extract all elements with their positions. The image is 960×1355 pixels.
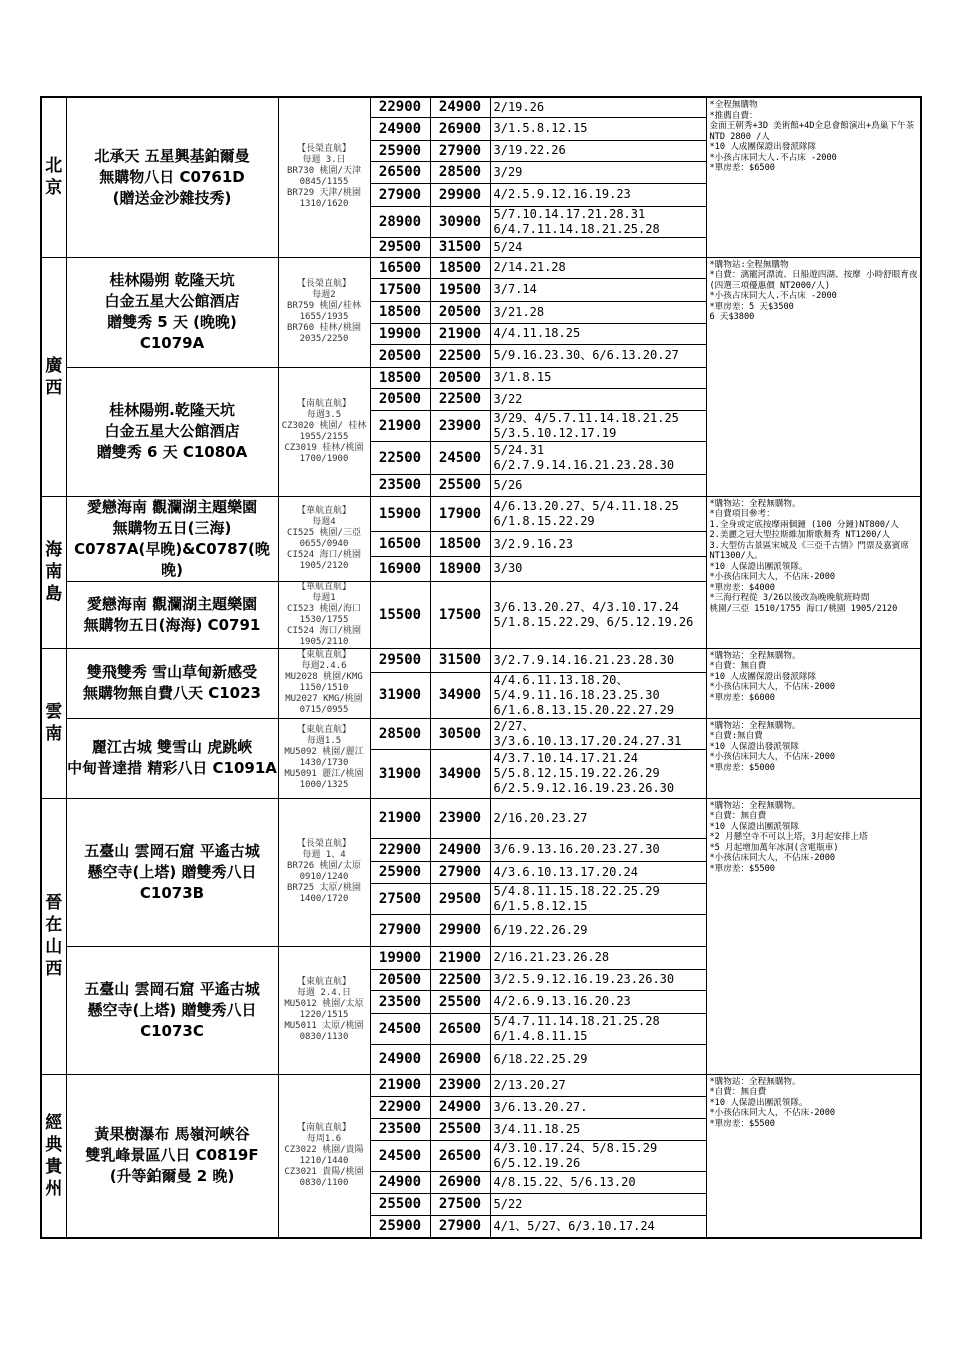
- child-price: 27500: [430, 1193, 490, 1215]
- departure-dates: 4/4.6.11.13.18.20、 5/4.9.11.16.18.23.25.30 6/1.6.8.13.15.20.22.27.29: [490, 672, 706, 718]
- flight-info: 【華航直航】 每週4 CI525 桃園/三亞 0655/0940 CI524 海口/桃園 1905/2120: [278, 496, 370, 581]
- adult-price: 22900: [370, 1096, 430, 1118]
- adult-price: 28900: [370, 206, 430, 237]
- child-price: 22500: [430, 344, 490, 367]
- departure-dates: 3/19.22.26: [490, 140, 706, 161]
- adult-price: 27500: [370, 883, 430, 914]
- child-price: 27900: [430, 140, 490, 161]
- flight-info: 【南航直航】 每周1.6 CZ3022 桃園/貴陽 1210/1440 CZ3021 貴陽/桃園 0830/1100: [278, 1074, 370, 1238]
- region-label: 經 典 貴 州: [41, 1074, 66, 1238]
- adult-price: 24500: [370, 1013, 430, 1044]
- child-price: 17500: [430, 581, 490, 648]
- departure-dates: 2/16.21.23.26.28: [490, 946, 706, 969]
- tour-name: 桂林陽朔 乾隆天坑 白金五星大公館酒店 贈雙秀 5 天 (晚晚) C1079A: [66, 257, 278, 367]
- adult-price: 29500: [370, 648, 430, 672]
- adult-price: 23500: [370, 990, 430, 1013]
- adult-price: 27900: [370, 914, 430, 946]
- region-label: 北 京: [41, 97, 66, 257]
- departure-dates: 3/2.7.9.14.16.21.23.28.30: [490, 648, 706, 672]
- adult-price: 24500: [370, 1140, 430, 1171]
- tour-notes: *全程無購物 *推薦自費： 金面王朝秀+3D 美術館+4D全息會館演出+鳥巢下午茶 NTD 2800 /人 *10 人成團保證出發派隊隊 *小孩占床同大人.不占床 -2000 *單房差：$6500: [706, 97, 921, 257]
- departure-dates: 5/26: [490, 474, 706, 496]
- departure-dates: 5/4.7.11.14.18.21.25.28 6/1.4.8.11.15: [490, 1013, 706, 1044]
- departure-dates: 4/3.7.10.14.17.21.24 5/5.8.12.15.19.22.26.29 6/2.5.9.12.16.19.23.26.30: [490, 749, 706, 798]
- child-price: 22500: [430, 969, 490, 990]
- adult-price: 16900: [370, 557, 430, 581]
- adult-price: 24900: [370, 1171, 430, 1193]
- child-price: 19500: [430, 278, 490, 301]
- child-price: 34900: [430, 672, 490, 718]
- tour-name: 黃果樹瀑布 馬嶺河峽谷 雙乳峰景區八日 C0819F (升等鉑爾曼 2 晚): [66, 1074, 278, 1238]
- price-row: [41, 718, 921, 749]
- price-row: [41, 648, 921, 672]
- adult-price: 25900: [370, 1215, 430, 1238]
- departure-dates: 4/4.11.18.25: [490, 323, 706, 344]
- adult-price: 29500: [370, 237, 430, 257]
- child-price: 23900: [430, 1074, 490, 1096]
- departure-dates: 2/19.26: [490, 97, 706, 117]
- adult-price: 16500: [370, 532, 430, 557]
- adult-price: 18500: [370, 301, 430, 323]
- child-price: 29500: [430, 883, 490, 914]
- adult-price: 15500: [370, 581, 430, 648]
- child-price: 18500: [430, 532, 490, 557]
- departure-dates: 3/1.8.15: [490, 367, 706, 388]
- flight-info: 【長榮直航】 每週 3.日 BR730 桃園/天津 0845/1155 BR729 天津/桃園 1310/1620: [278, 97, 370, 257]
- tour-notes: *購物站：全程無購物。 *自費：無自費 *10 人保證出團派領隊。 *小孩佔床同大人，不佔床-2000 *單房差：$5500: [706, 1074, 921, 1238]
- child-price: 20500: [430, 301, 490, 323]
- tour-name: 五臺山 雲岡石窟 平遙古城 懸空寺(上塔) 贈雙秀八日 C1073B: [66, 798, 278, 946]
- child-price: 25500: [430, 474, 490, 496]
- adult-price: 23500: [370, 474, 430, 496]
- table-body: [41, 97, 921, 1238]
- departure-dates: 3/4.11.18.25: [490, 1118, 706, 1140]
- child-price: 18900: [430, 557, 490, 581]
- adult-price: 25900: [370, 140, 430, 161]
- flight-info: 【東航直航】 每週1.5 MU5092 桃園/麗江 1430/1730 MU5091 麗江/桃園 1000/1325: [278, 718, 370, 798]
- departure-dates: 2/14.21.28: [490, 257, 706, 278]
- adult-price: 22900: [370, 97, 430, 117]
- child-price: 30900: [430, 206, 490, 237]
- region-label: 晉 在 山 西: [41, 798, 66, 1074]
- departure-dates: 3/29、4/5.7.11.14.18.21.25 5/3.5.10.12.17.19: [490, 410, 706, 441]
- tour-notes: *購物站：全程無購物。 *自費:無自費 *10 人保證出發派領隊 *小孩佔床同大人，不佔床-2000 *單房差：$5000: [706, 718, 921, 798]
- departure-dates: 3/22: [490, 388, 706, 410]
- child-price: 23900: [430, 410, 490, 441]
- adult-price: 18500: [370, 367, 430, 388]
- departure-dates: 4/8.15.22、5/6.13.20: [490, 1171, 706, 1193]
- adult-price: 22900: [370, 838, 430, 861]
- child-price: 26900: [430, 1044, 490, 1074]
- adult-price: 19900: [370, 323, 430, 344]
- child-price: 17900: [430, 496, 490, 532]
- flight-info: 【南航直航】 每週3.5 CZ3020 桃園/ 桂林 1955/2155 CZ3019 桂林/桃園 1700/1900: [278, 367, 370, 496]
- child-price: 25500: [430, 990, 490, 1013]
- departure-dates: 3/2.9.16.23: [490, 532, 706, 557]
- tour-name: 愛戀海南 觀瀾湖主題樂園 無購物五日(海海) C0791: [66, 581, 278, 648]
- tour-notes: *購物站：全程無購物。 *自費：無自費 *10 人保證出團派領隊 *2 月懸空寺不可以上塔，3月起安排上塔 *5 月起增加萬年冰洞(含電瓶車) *小孩佔床同大人，不佔床-2000 *單房差：$5500: [706, 798, 921, 1074]
- departure-dates: 5/24: [490, 237, 706, 257]
- adult-price: 19900: [370, 946, 430, 969]
- flight-info: 【東航直航】 每週2.4.6 MU2028 桃園/KMG 1150/1510 MU2027 KMG/桃園 0715/0955: [278, 648, 370, 718]
- adult-price: 21900: [370, 798, 430, 838]
- child-price: 28500: [430, 161, 490, 183]
- adult-price: 22500: [370, 441, 430, 474]
- price-row: [41, 257, 921, 278]
- child-price: 21900: [430, 323, 490, 344]
- flight-info: 【華航直航】 每週1 CI523 桃園/海口 1530/1755 CI524 海口/桃園 1905/2110: [278, 581, 370, 648]
- departure-dates: 2/16.20.23.27: [490, 798, 706, 838]
- departure-dates: 4/3.6.10.13.17.20.24: [490, 861, 706, 883]
- tour-notes: *購物站:全程無購物 *自費：漓寵河漂流、日船遊四湖、按摩 小時舒眼育夜(四選三項優惠價 NT2000/人) *小孩占床同大人.不占床 -2000 *單房差：5 天$3500 6 天$3800: [706, 257, 921, 496]
- adult-price: 25500: [370, 1193, 430, 1215]
- departure-dates: 3/6.9.13.16.20.23.27.30: [490, 838, 706, 861]
- tour-price-table: [40, 96, 920, 1239]
- departure-dates: 5/4.8.11.15.18.22.25.29 6/1.5.8.12.15: [490, 883, 706, 914]
- price-row: [41, 97, 921, 117]
- child-price: 21900: [430, 946, 490, 969]
- departure-dates: 4/6.13.20.27、5/4.11.18.25 6/1.8.15.22.29: [490, 496, 706, 532]
- departure-dates: 3/6.13.20.27.: [490, 1096, 706, 1118]
- adult-price: 26500: [370, 161, 430, 183]
- departure-dates: 4/1、5/27、6/3.10.17.24: [490, 1215, 706, 1238]
- tour-name: 雙飛雙秀 雪山草甸新感受 無購物無自費八天 C1023: [66, 648, 278, 718]
- region-label: 雲 南: [41, 648, 66, 798]
- adult-price: 20500: [370, 388, 430, 410]
- adult-price: 25900: [370, 861, 430, 883]
- child-price: 30500: [430, 718, 490, 749]
- departure-dates: 4/2.6.9.13.16.20.23: [490, 990, 706, 1013]
- adult-price: 28500: [370, 718, 430, 749]
- adult-price: 21900: [370, 1074, 430, 1096]
- flight-info: 【東航直航】 每週 2.4.日 MU5012 桃園/太原 1220/1515 MU5011 太原/桃園 0830/1130: [278, 946, 370, 1074]
- child-price: 31500: [430, 648, 490, 672]
- child-price: 26900: [430, 1171, 490, 1193]
- child-price: 26900: [430, 117, 490, 140]
- child-price: 20500: [430, 367, 490, 388]
- departure-dates: 3/7.14: [490, 278, 706, 301]
- child-price: 31500: [430, 237, 490, 257]
- departure-dates: 3/2.5.9.12.16.19.23.26.30: [490, 969, 706, 990]
- child-price: 26500: [430, 1013, 490, 1044]
- adult-price: 20500: [370, 344, 430, 367]
- departure-dates: 4/3.10.17.24、5/8.15.29 6/5.12.19.26: [490, 1140, 706, 1171]
- child-price: 24900: [430, 97, 490, 117]
- child-price: 22500: [430, 388, 490, 410]
- adult-price: 24900: [370, 117, 430, 140]
- departure-dates: 2/27、3/3.6.10.13.17.20.24.27.31: [490, 718, 706, 749]
- departure-dates: 5/22: [490, 1193, 706, 1215]
- region-label: 海 南 島: [41, 496, 66, 648]
- flight-info: 【長榮直航】 每週 1、4 BR726 桃園/太原 0910/1240 BR725 太原/桃園 1400/1720: [278, 798, 370, 946]
- departure-dates: 6/19.22.26.29: [490, 914, 706, 946]
- child-price: 29900: [430, 914, 490, 946]
- departure-dates: 6/18.22.25.29: [490, 1044, 706, 1074]
- child-price: 26500: [430, 1140, 490, 1171]
- adult-price: 31900: [370, 749, 430, 798]
- flight-info: 【長榮直航】 每週2 BR759 桃園/桂林 1655/1935 BR760 桂林/桃園 2035/2250: [278, 257, 370, 367]
- adult-price: 23500: [370, 1118, 430, 1140]
- departure-dates: 5/7.10.14.17.21.28.31 6/4.7.11.14.18.21.25.28: [490, 206, 706, 237]
- tour-name: 愛戀海南 觀瀾湖主題樂園 無購物五日(三海) C0787A(早晚)&C0787(晚晚): [66, 496, 278, 581]
- departure-dates: 3/21.28: [490, 301, 706, 323]
- tour-name: 麗江古城 雙雪山 虎跳峽 中甸普達措 精彩八日 C1091A: [66, 718, 278, 798]
- child-price: 24500: [430, 441, 490, 474]
- child-price: 25500: [430, 1118, 490, 1140]
- tour-name: 五臺山 雲岡石窟 平遙古城 懸空寺(上塔) 贈雙秀八日 C1073C: [66, 946, 278, 1074]
- adult-price: 20500: [370, 969, 430, 990]
- adult-price: 24900: [370, 1044, 430, 1074]
- adult-price: 27900: [370, 183, 430, 206]
- region-label: 廣 西: [41, 257, 66, 496]
- child-price: 18500: [430, 257, 490, 278]
- departure-dates: 3/1.5.8.12.15: [490, 117, 706, 140]
- child-price: 23900: [430, 798, 490, 838]
- departure-dates: 3/29: [490, 161, 706, 183]
- tour-name: 桂林陽朔.乾隆天坑 白金五星大公館酒店 贈雙秀 6 天 C1080A: [66, 367, 278, 496]
- adult-price: 31900: [370, 672, 430, 718]
- price-row: [41, 798, 921, 838]
- price-row: [41, 1074, 921, 1096]
- child-price: 24900: [430, 838, 490, 861]
- adult-price: 15900: [370, 496, 430, 532]
- child-price: 29900: [430, 183, 490, 206]
- child-price: 24900: [430, 1096, 490, 1118]
- departure-dates: 3/30: [490, 557, 706, 581]
- departure-dates: 2/13.20.27: [490, 1074, 706, 1096]
- tour-name: 北承天 五星興基鉑爾曼 無購物八日 C0761D (贈送金沙雜技秀): [66, 97, 278, 257]
- child-price: 34900: [430, 749, 490, 798]
- adult-price: 17500: [370, 278, 430, 301]
- departure-dates: 5/9.16.23.30、6/6.13.20.27: [490, 344, 706, 367]
- adult-price: 21900: [370, 410, 430, 441]
- departure-dates: 4/2.5.9.12.16.19.23: [490, 183, 706, 206]
- departure-dates: 5/24.31 6/2.7.9.14.16.21.23.28.30: [490, 441, 706, 474]
- departure-dates: 3/6.13.20.27、4/3.10.17.24 5/1.8.15.22.29、6/5.12.19.26: [490, 581, 706, 648]
- child-price: 27900: [430, 1215, 490, 1238]
- tour-notes: *購物站：全程無購物。 *自費：無自費 *10 人成團保證出發派隊隊 *小孩佔床同大人，不佔床-2000 *單房差：$6000: [706, 648, 921, 718]
- adult-price: 16500: [370, 257, 430, 278]
- tour-notes: *購物站：全程無購物。 *自費項目參考： 1.全身或定底按摩兩個鐘 (100 分鐘)NT800/人 2.美麗之冠大型拉斯維加斯歌舞秀 NT1200/人 3.大型仿古景區宋城及《三亞千古情》門票及嘉賓席 NT1300/人。 *10 人保證出團派領隊。 *小孩佔床同大人，不佔床-2000 *單房差：$4000 *三海行程從 3/26以後改為晚晚航班時間 桃園/三亞 1510/1755 海口/桃園 1905/2120: [706, 496, 921, 648]
- price-row: [41, 496, 921, 532]
- child-price: 27900: [430, 861, 490, 883]
